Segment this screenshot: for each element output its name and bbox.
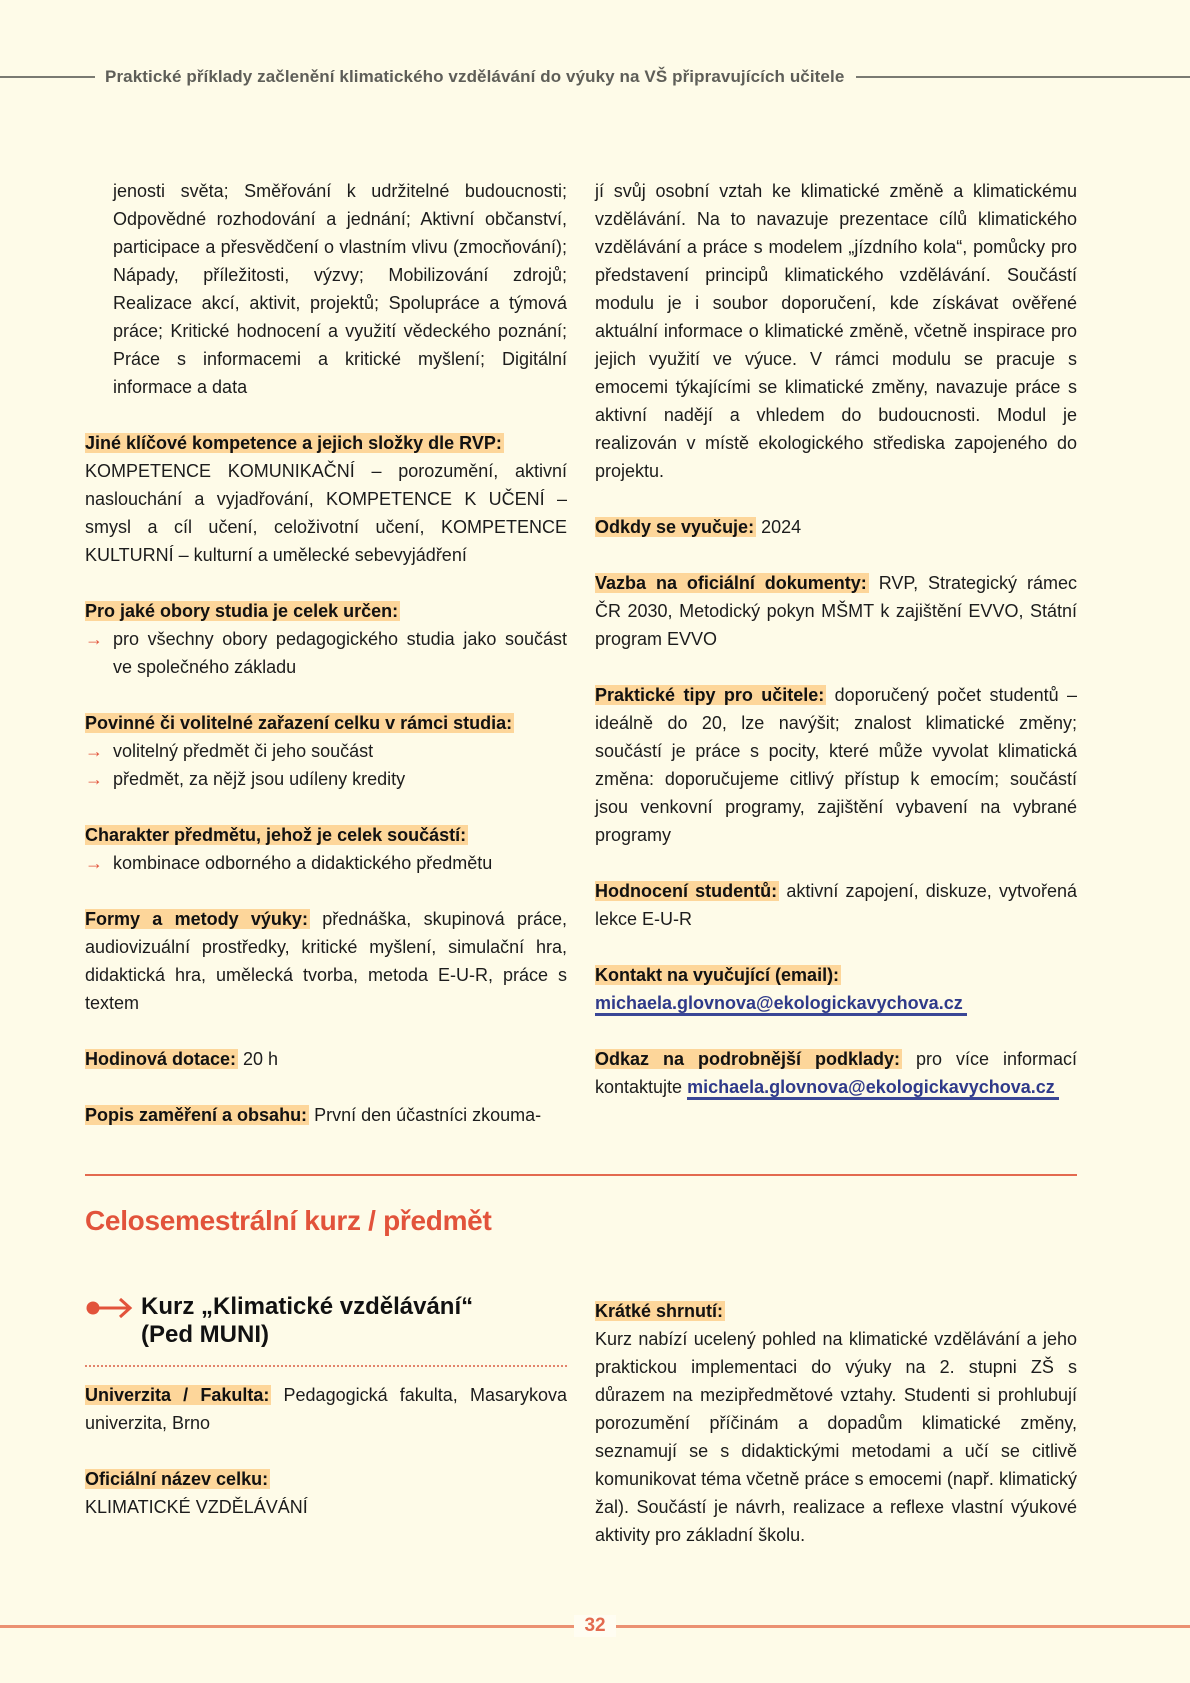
contact-email-link[interactable]: michaela.glovnova@ekologickavychova.cz [595, 993, 967, 1016]
university-label: Univerzita / Fakulta: [85, 1385, 270, 1405]
teaching-forms-text: přednáška, skupinová práce, audiovizuální prostředky, kritické myšlení, simulační hra, didaktická hra, umělecká tvorba, metoda E-U-R, práce s textem [85, 909, 567, 1013]
list-item [85, 625, 567, 681]
assessment-text: aktivní zapojení, diskuze, vytvořená lekce E-U-R [595, 881, 1077, 929]
arrow-right-icon: → [85, 741, 103, 761]
more-info-email-link[interactable]: michaela.glovnova@ekologickavychova.cz [687, 1077, 1059, 1100]
course-title-line1: Kurz „Klimatické vzdělávání“ [141, 1293, 474, 1320]
university-text: Pedagogická fakulta, Masarykova univerzita, Brno [85, 1385, 567, 1433]
list-item [85, 849, 567, 877]
footer-rule-left [0, 1625, 574, 1628]
page-header [0, 64, 1190, 90]
teaching-forms-block [85, 905, 567, 1017]
official-name-label: Oficiální název celku: [85, 1469, 269, 1489]
competences-continuation: jenosti světa; Směřování k udržitelné budoucnosti; Odpovědné rozhodování a jednání; Aktivní občanství, participace a přesvědčení o vlastním vlivu (zmocňování); Nápady, příležitosti, výzvy; Mobilizování zdrojů; Realizace akcí, aktivit, projektů; Spolupráce a týmová práce; Kritické hodnocení a využití vědeckého poznání; Práce s informacemi a kritické myšlení; Digitální informace a data [113, 181, 567, 397]
practical-tips-block [595, 681, 1077, 849]
since-block [595, 513, 1077, 541]
arrow-right-icon: → [85, 769, 103, 789]
official-name-block [85, 1465, 567, 1521]
since-label: Odkdy se vyučuje: [595, 517, 755, 537]
contact-block [595, 961, 1077, 1017]
subject-character-label: Charakter předmětu, jehož je celek součástí: [85, 825, 467, 845]
summary-text: Kurz nabízí ucelený pohled na klimatické vzdělávání a jeho praktickou implementaci do výuky na 2. stupni ZŠ s důrazem na mezipředmětové vztahy. Studenti si prohlubují porozumění příčinám a dopadům klimatické změny, seznamují se s didaktickými metodami a učí se citlivě komunikovat téma včetně práce s emocemi (např. klimatický žal). Součástí je návrh, realizace a reflexe vlastní výukové aktivity pro základní školu. [595, 1329, 1077, 1545]
dotted-divider [85, 1365, 567, 1367]
arrow-right-icon: → [85, 853, 103, 873]
hours-block [85, 1045, 567, 1073]
header-rule-left [0, 76, 95, 78]
footer-rule-right [616, 1625, 1190, 1628]
list-item-text: předmět, za nějž jsou udíleny kredity [113, 769, 406, 789]
other-competences-text: KOMPETENCE KOMUNIKAČNÍ – porozumění, aktivní naslouchání a vyjadřování, KOMPETENCE K UČENÍ – smysl a cíl učení, celoživotní učení, KOMPETENCE KULTURNÍ – kulturní a umělecké sebevyjádření [85, 461, 567, 565]
header-title: Praktické příklady začlenění klimatického vzdělávání do výuky na VŠ připravujících učitele [105, 67, 845, 86]
subject-character-list [85, 849, 567, 877]
header-rule-right [856, 76, 1190, 78]
list-item-text: pro všechny obory pedagogického studia jako součást ve společného základu [113, 629, 567, 677]
assessment-block [595, 877, 1077, 933]
list-item-text: kombinace odborného a didaktického předmětu [113, 853, 493, 873]
teaching-forms-label: Formy a metody výuky: [85, 909, 308, 929]
description-text: První den účastníci zkouma- [314, 1105, 542, 1125]
course-summary [595, 1297, 1077, 1549]
section-divider [85, 1174, 1077, 1176]
course-card [85, 1293, 567, 1549]
list-item-text: volitelný předmět či jeho součást [113, 741, 374, 761]
fields-of-study-block [85, 597, 567, 681]
official-documents-label: Vazba na oficiální dokumenty: [595, 573, 867, 593]
official-name-text: KLIMATICKÉ VZDĚLÁVÁNÍ [85, 1497, 308, 1517]
more-info-block [595, 1045, 1077, 1101]
arrow-right-icon: → [85, 629, 103, 649]
mandatory-elective-list [85, 737, 567, 793]
description-label: Popis zaměření a obsahu: [85, 1105, 308, 1125]
course-heading [85, 1293, 567, 1349]
description-continuation: jí svůj osobní vztah ke klimatické změně a klimatickému vzdělávání. Na to navazuje prezentace cílů klimatického vzdělávání a práce s modelem „jízdního kola“, pomůcky pro představení principů klimatického vzdělávání. Součástí modulu je i soubor doporučení, kde získávat ověřené aktuální informace o klimatické změně, včetně inspirace pro jejich využití ve výuce. V rámci modulu se pracuje s emocemi týkajícími se klimatické změny, navazuje práce s aktivní nadějí a vhledem do budoucnosti. Modul je realizován v místě ekologického střediska zapojeného do projektu. [595, 181, 1077, 481]
fields-of-study-label: Pro jaké obory studia je celek určen: [85, 601, 399, 621]
official-documents-text: RVP, Strategický rámec ČR 2030, Metodický pokyn MŠMT k zajištění EVVO, Státní program EVVO [595, 573, 1077, 649]
page-footer [0, 1614, 1190, 1638]
mandatory-elective-label: Povinné či volitelné zařazení celku v rámci studia: [85, 713, 513, 733]
summary-label: Krátké shrnutí: [595, 1301, 724, 1321]
contact-label: Kontakt na vyučující (email): [595, 965, 840, 985]
university-block [85, 1381, 567, 1437]
section-title: Celosemestrální kurz / předmět [85, 1205, 492, 1236]
other-competences-block [85, 429, 567, 569]
course-title [141, 1293, 473, 1349]
course-title-line2: (Ped MUNI) [141, 1321, 269, 1348]
mandatory-elective-block [85, 709, 567, 793]
hours-label: Hodinová dotace: [85, 1049, 237, 1069]
page-number: 32 [574, 1615, 615, 1637]
assessment-label: Hodnocení studentů: [595, 881, 778, 901]
description-block [85, 1101, 567, 1129]
practical-tips-text: doporučený počet studentů – ideálně do 20, lze navýšit; znalost klimatické změny; součástí je práce s pocity, které může vyvolat klimatická změna: doporučujeme citlivý přístup k emocím; součástí jsou venkovní programy, zajištění vybavení na vybrané programy [595, 685, 1077, 845]
dot-arrow-icon [85, 1295, 135, 1321]
hours-value: 20 h [243, 1049, 279, 1069]
since-value: 2024 [761, 517, 802, 537]
list-item [85, 737, 567, 765]
right-column [595, 177, 1077, 1129]
other-competences-label: Jiné klíčové kompetence a jejich složky dle RVP: [85, 433, 502, 453]
left-column [85, 177, 567, 1157]
subject-character-block [85, 821, 567, 877]
more-info-text: pro více informací kontaktujte [595, 1049, 1077, 1097]
more-info-label: Odkaz na podrobnější podklady: [595, 1049, 900, 1069]
list-item [85, 765, 567, 793]
fields-of-study-list [85, 625, 567, 681]
official-documents-block [595, 569, 1077, 653]
practical-tips-label: Praktické tipy pro učitele: [595, 685, 825, 705]
